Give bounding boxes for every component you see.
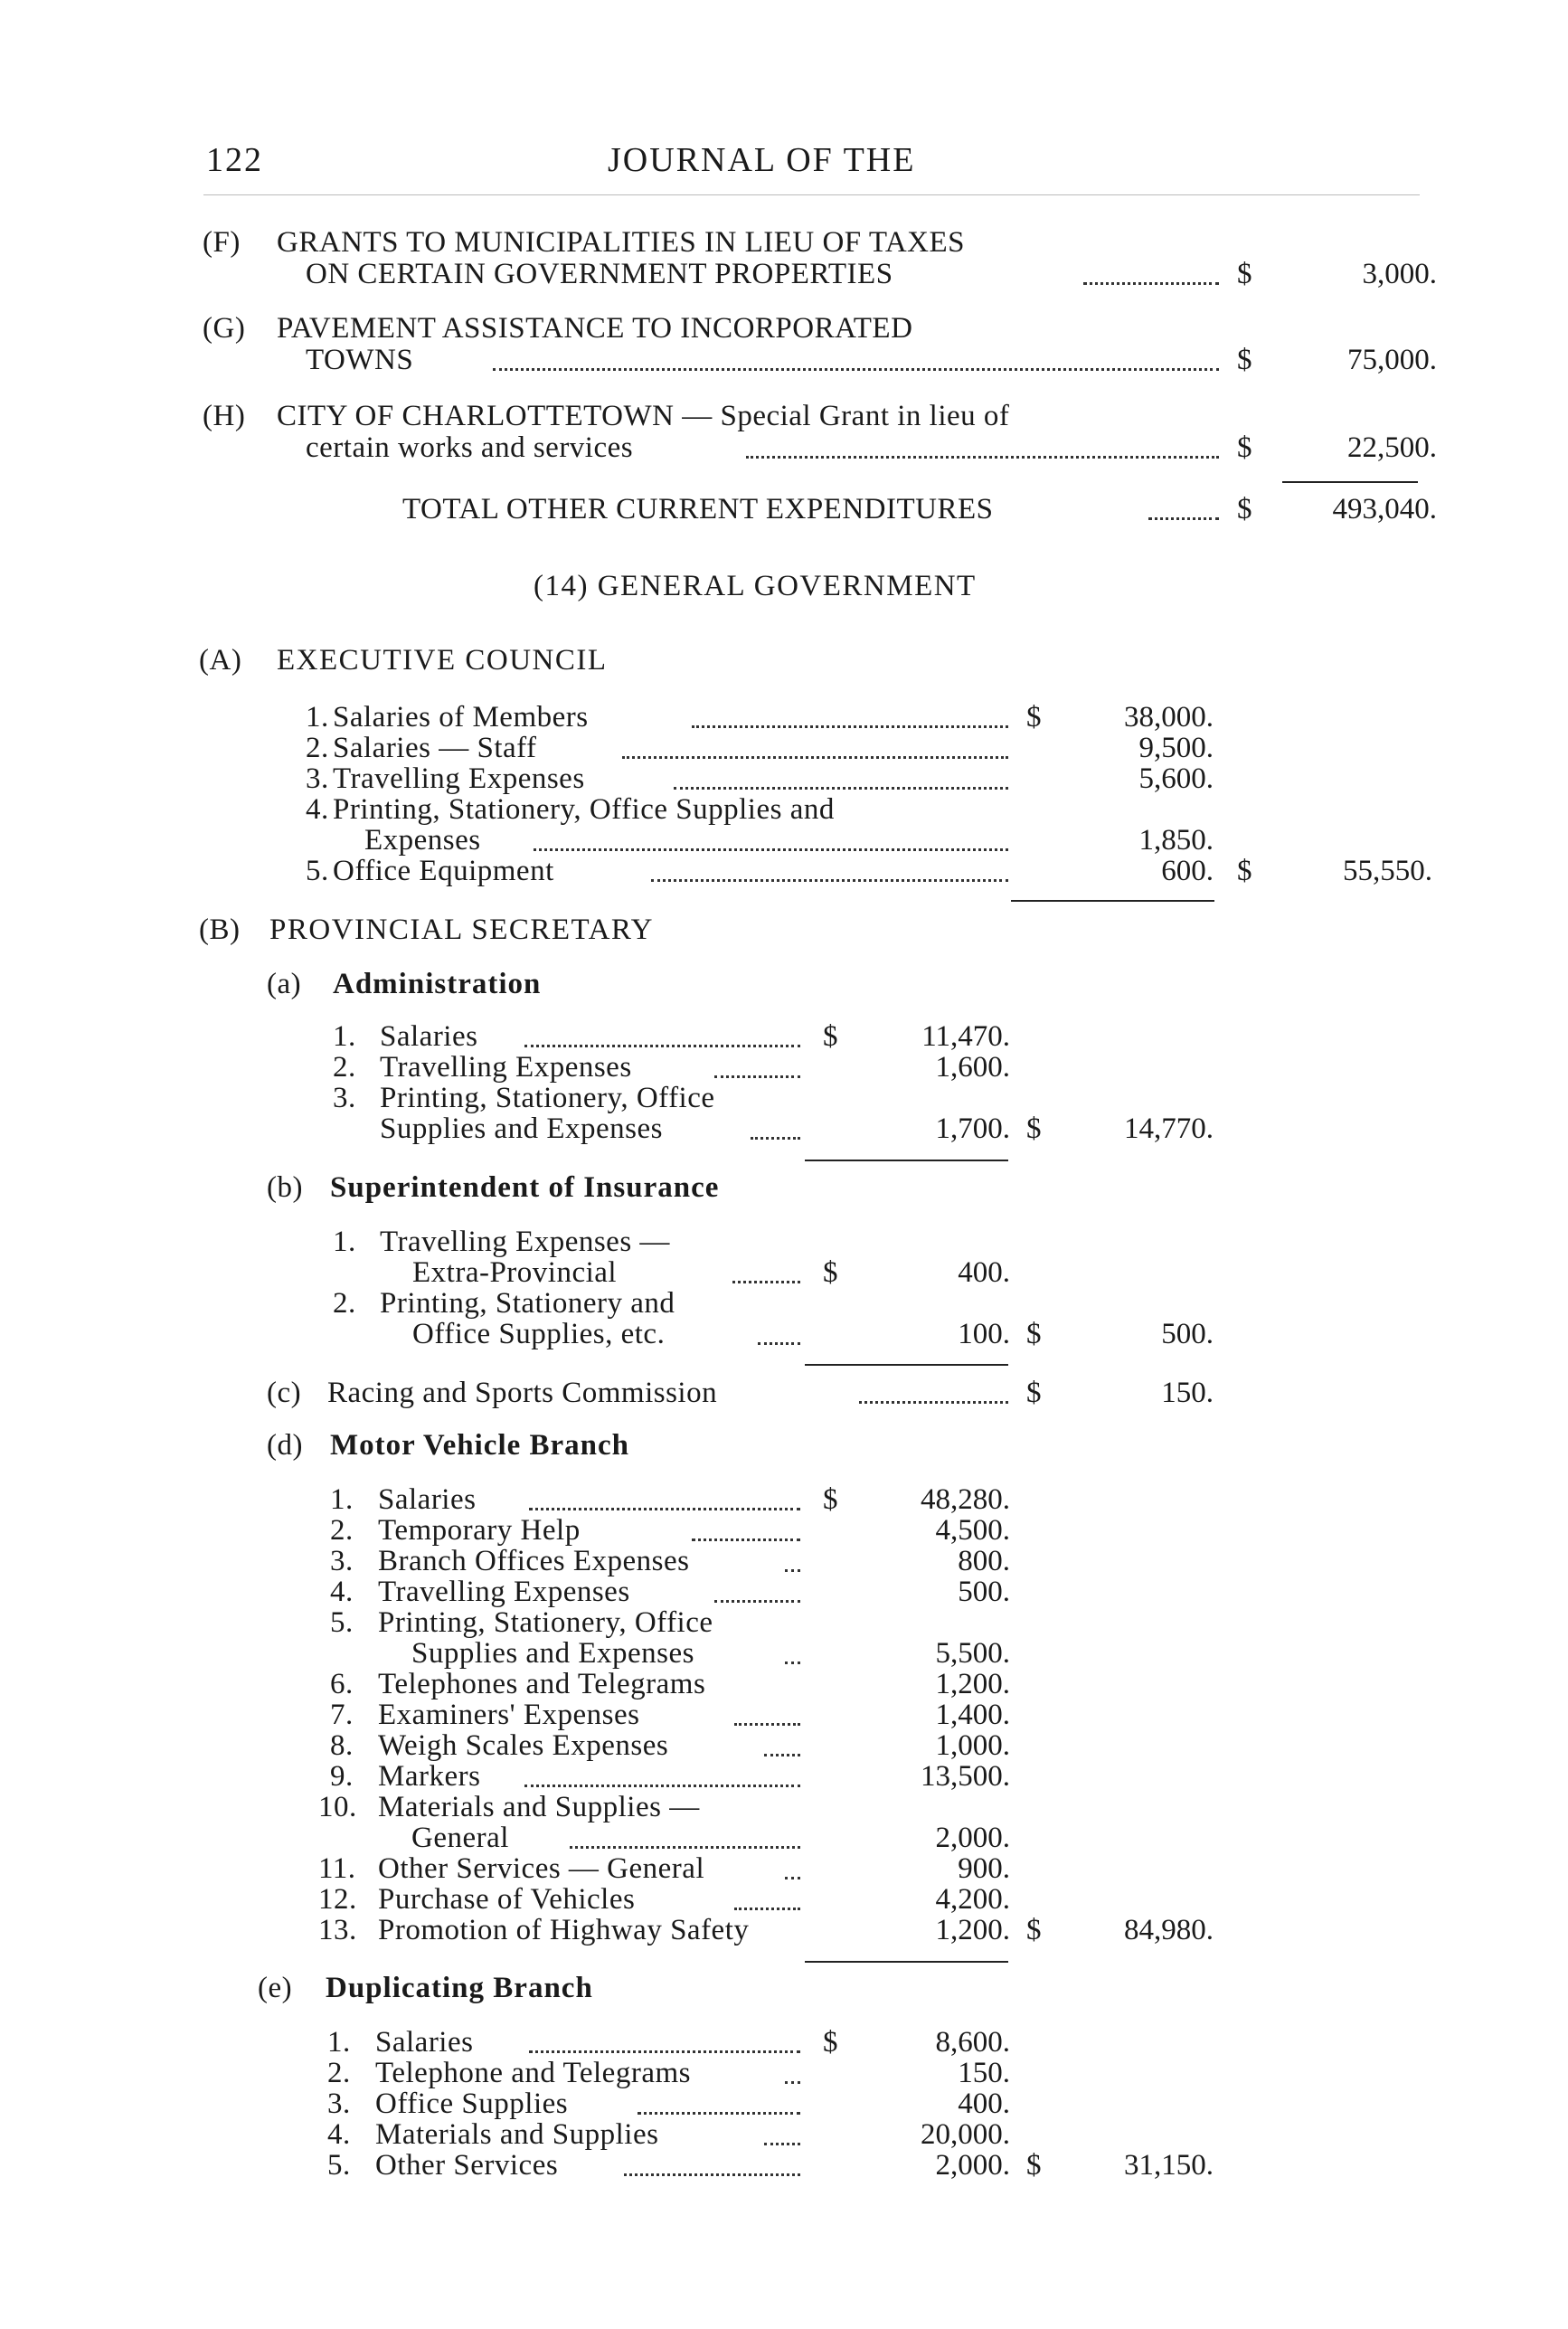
leader-dots: [785, 1662, 800, 1664]
list-item-number: 5.: [306, 855, 329, 887]
leader-dots: [714, 1075, 800, 1078]
list-item-label: Telephone and Telegrams: [375, 2057, 691, 2089]
list-item-amount: 1,400.: [935, 1699, 1010, 1731]
list-item-amount: 400.: [958, 1256, 1010, 1289]
list-item-number: 10.: [318, 1791, 357, 1823]
leader-dots: [534, 848, 1008, 851]
subsection-c-title: Racing and Sports Commission: [327, 1377, 718, 1409]
leader-dots: [764, 1754, 800, 1756]
subsection-d-letter: (d): [267, 1429, 303, 1462]
list-item-label: Branch Offices Expenses: [378, 1545, 690, 1577]
item-h-amount: 22,500.: [1347, 431, 1437, 464]
leader-dots: [732, 1281, 800, 1283]
list-item-dollar: $: [823, 1483, 838, 1516]
subsection-c-letter: (c): [267, 1377, 302, 1409]
running-title: JOURNAL OF THE: [608, 141, 916, 179]
list-item-number: 6.: [330, 1668, 354, 1700]
leader-dots: [758, 1342, 800, 1345]
list-item-amount: 100.: [958, 1318, 1010, 1350]
list-item-amount: 1,700.: [935, 1112, 1010, 1145]
list-item-dollar: $: [823, 2026, 838, 2059]
list-item-label: Markers: [378, 1760, 481, 1793]
leader-dots: [674, 787, 1008, 790]
list-item-amount: 9,500.: [1138, 732, 1214, 764]
list-item-label-cont: Extra-Provincial: [412, 1256, 618, 1289]
list-item-label: Travelling Expenses: [380, 1051, 632, 1084]
leader-dots: [1148, 517, 1219, 520]
list-item-label: Promotion of Highway Safety: [378, 1914, 750, 1946]
item-h-dollar: $: [1237, 431, 1252, 464]
list-item-amount: 2,000.: [935, 1822, 1010, 1854]
list-item-amount: 400.: [958, 2088, 1010, 2120]
item-g-line1: PAVEMENT ASSISTANCE TO INCORPORATED: [277, 312, 913, 345]
list-item-number: 1.: [306, 701, 329, 734]
list-item-amount: 150.: [958, 2057, 1010, 2089]
list-item-dollar: $: [823, 1256, 838, 1289]
list-item-label-cont: Expenses: [364, 824, 481, 857]
leader-dots: [746, 456, 1219, 459]
list-item-number: 5.: [327, 2149, 351, 2182]
item-f-amount: 3,000.: [1362, 258, 1437, 290]
list-item-amount: 1,200.: [935, 1668, 1010, 1700]
list-item-amount: 4,500.: [935, 1514, 1010, 1547]
subsection-b-letter: (b): [267, 1171, 303, 1204]
subsection-e-total-dollar: $: [1026, 2149, 1042, 2182]
leader-dots: [529, 2050, 800, 2053]
list-item-amount: 5,600.: [1138, 762, 1214, 795]
subsection-c-total: 150.: [1161, 1377, 1214, 1409]
list-item-label: Printing, Stationery and: [380, 1287, 675, 1320]
list-item-number: 5.: [330, 1606, 354, 1639]
list-item-label: Printing, Stationery, Office: [380, 1082, 715, 1114]
leader-dots: [785, 1569, 800, 1572]
list-item-amount: 500.: [958, 1576, 1010, 1608]
list-item-amount: 2,000.: [935, 2149, 1010, 2182]
list-item-number: 13.: [318, 1914, 357, 1946]
list-item-amount: 48,280.: [921, 1483, 1010, 1516]
leader-dots: [1083, 282, 1219, 285]
leader-dots: [734, 1723, 800, 1726]
leader-dots: [651, 879, 1008, 882]
list-item-number: 3.: [333, 1082, 356, 1114]
section-heading: (14) GENERAL GOVERNMENT: [534, 570, 977, 602]
subsection-a-total-dollar: $: [1026, 1112, 1042, 1145]
item-f-line2: ON CERTAIN GOVERNMENT PROPERTIES: [306, 258, 893, 290]
subsection-b-total-dollar: $: [1026, 1318, 1042, 1350]
list-item-amount: 13,500.: [921, 1760, 1010, 1793]
list-item-number: 4.: [306, 793, 329, 826]
item-f-letter: (F): [203, 226, 241, 259]
list-item-label: Printing, Stationery, Office: [378, 1606, 713, 1639]
list-item-label: Office Supplies: [375, 2088, 569, 2120]
section-a-letter: (A): [199, 644, 242, 677]
list-item-label: Travelling Expenses: [378, 1576, 630, 1608]
total-other-label: TOTAL OTHER CURRENT EXPENDITURES: [402, 493, 994, 525]
subsection-e-letter: (e): [258, 1972, 293, 2004]
list-item-label: Other Services — General: [378, 1852, 705, 1885]
subsection-e-title: Duplicating Branch: [326, 1972, 593, 2004]
list-item-label: Office Equipment: [333, 855, 554, 887]
list-item-amount: 1,200.: [935, 1914, 1010, 1946]
list-item-label: Purchase of Vehicles: [378, 1883, 636, 1916]
list-item-number: 4.: [330, 1576, 354, 1608]
page-number: 122: [206, 141, 263, 179]
subsection-a-title: Administration: [333, 968, 542, 1000]
leader-dots: [764, 2143, 800, 2145]
list-item-number: 1.: [330, 1483, 354, 1516]
item-h-letter: (H): [203, 400, 246, 432]
subsection-b-total: 500.: [1161, 1318, 1214, 1350]
list-item-label: Travelling Expenses —: [380, 1226, 670, 1258]
leader-dots: [785, 2081, 800, 2084]
subsection-d-total: 84,980.: [1124, 1914, 1214, 1946]
leader-dots: [692, 725, 1008, 728]
section-b-letter: (B): [199, 914, 241, 946]
list-item-amount: 800.: [958, 1545, 1010, 1577]
list-item-number: 9.: [330, 1760, 354, 1793]
list-item-amount: 1,600.: [935, 1051, 1010, 1084]
list-item-amount: 38,000.: [1124, 701, 1214, 734]
total-other-dollar: $: [1237, 493, 1252, 525]
subtotal-rule: [1282, 481, 1418, 483]
item-g-letter: (G): [203, 312, 246, 345]
section-a-total: 55,550.: [1343, 855, 1432, 887]
list-item-number: 2.: [306, 732, 329, 764]
list-item-amount: 900.: [958, 1852, 1010, 1885]
leader-dots: [570, 1846, 800, 1849]
list-item-number: 1.: [327, 2026, 351, 2059]
leader-dots: [529, 1508, 800, 1510]
list-item-number: 12.: [318, 1883, 357, 1916]
list-item-amount: 8,600.: [935, 2026, 1010, 2059]
item-f-line1: GRANTS TO MUNICIPALITIES IN LIEU OF TAXES: [277, 226, 966, 259]
list-item-label: Salaries — Staff: [333, 732, 537, 764]
list-item-label: Salaries of Members: [333, 701, 589, 734]
item-f-dollar: $: [1237, 258, 1252, 290]
list-item-dollar: $: [1026, 701, 1042, 734]
item-g-dollar: $: [1237, 344, 1252, 376]
total-other-amount: 493,040.: [1332, 493, 1437, 525]
section-a-total-dollar: $: [1237, 855, 1252, 887]
list-item-amount: 1,000.: [935, 1729, 1010, 1762]
list-item-label: Travelling Expenses: [333, 762, 585, 795]
list-item-amount: 5,500.: [935, 1637, 1010, 1670]
leader-dots: [751, 1137, 800, 1140]
leader-dots: [692, 1538, 800, 1541]
list-item-number: 2.: [327, 2057, 351, 2089]
list-item-number: 8.: [330, 1729, 354, 1762]
leader-dots: [493, 368, 1219, 371]
list-item-dollar: $: [823, 1020, 838, 1053]
list-item-number: 2.: [330, 1514, 354, 1547]
list-item-number: 3.: [327, 2088, 351, 2120]
leader-dots: [734, 1908, 800, 1910]
list-item-label-cont: General: [411, 1822, 509, 1854]
item-h-line2: certain works and services: [306, 431, 634, 464]
list-item-amount: 11,470.: [921, 1020, 1010, 1053]
subsection-e-total: 31,150.: [1124, 2149, 1214, 2182]
list-item-amount: 600.: [1161, 855, 1214, 887]
item-g-line2: TOWNS: [306, 344, 414, 376]
leader-dots: [785, 1877, 800, 1879]
leader-dots: [638, 2112, 800, 2115]
leader-dots: [524, 1045, 800, 1047]
list-item-label: Temporary Help: [378, 1514, 581, 1547]
list-item-label-cont: Office Supplies, etc.: [412, 1318, 666, 1350]
subsection-c-dollar: $: [1026, 1377, 1042, 1409]
list-item-label-cont: Supplies and Expenses: [411, 1637, 694, 1670]
list-item-amount: 1,850.: [1138, 824, 1214, 857]
list-item-label: Materials and Supplies —: [378, 1791, 700, 1823]
list-item-number: 4.: [327, 2118, 351, 2151]
item-h-line1: CITY OF CHARLOTTETOWN — Special Grant in lieu of: [277, 400, 1010, 432]
section-a-title: EXECUTIVE COUNCIL: [277, 644, 608, 677]
header-rule: [203, 194, 1420, 195]
list-item-label: Salaries: [380, 1020, 478, 1053]
subtotal-rule: [805, 1364, 1008, 1366]
list-item-label: Telephones and Telegrams: [378, 1668, 706, 1700]
list-item-number: 1.: [333, 1020, 356, 1053]
list-item-amount: 4,200.: [935, 1883, 1010, 1916]
subtotal-rule: [805, 1961, 1008, 1963]
list-item-label: Salaries: [375, 2026, 474, 2059]
list-item-number: 3.: [306, 762, 329, 795]
list-item-number: 2.: [333, 1051, 356, 1084]
list-item-number: 11.: [318, 1852, 356, 1885]
list-item-label: Salaries: [378, 1483, 477, 1516]
list-item-label-cont: Supplies and Expenses: [380, 1112, 663, 1145]
subsection-a-letter: (a): [267, 968, 302, 1000]
leader-dots: [524, 1785, 800, 1787]
leader-dots: [624, 2173, 800, 2176]
list-item-number: 1.: [333, 1226, 356, 1258]
subsection-b-title: Superintendent of Insurance: [330, 1171, 720, 1204]
list-item-number: 3.: [330, 1545, 354, 1577]
subsection-d-total-dollar: $: [1026, 1914, 1042, 1946]
list-item-label: Other Services: [375, 2149, 559, 2182]
list-item-label: Examiners' Expenses: [378, 1699, 640, 1731]
subsection-a-total: 14,770.: [1124, 1112, 1214, 1145]
list-item-label: Materials and Supplies: [375, 2118, 659, 2151]
subsection-d-title: Motor Vehicle Branch: [330, 1429, 630, 1462]
list-item-label: Weigh Scales Expenses: [378, 1729, 669, 1762]
leader-dots: [859, 1401, 1008, 1404]
list-item-number: 7.: [330, 1699, 354, 1731]
section-b-title: PROVINCIAL SECRETARY: [269, 914, 654, 946]
list-item-label: Printing, Stationery, Office Supplies and: [333, 793, 835, 826]
leader-dots: [714, 1600, 800, 1603]
subtotal-rule: [805, 1160, 1008, 1161]
leader-dots: [622, 756, 1008, 759]
item-g-amount: 75,000.: [1347, 344, 1437, 376]
subtotal-rule: [1011, 900, 1214, 902]
list-item-amount: 20,000.: [921, 2118, 1010, 2151]
list-item-number: 2.: [333, 1287, 356, 1320]
